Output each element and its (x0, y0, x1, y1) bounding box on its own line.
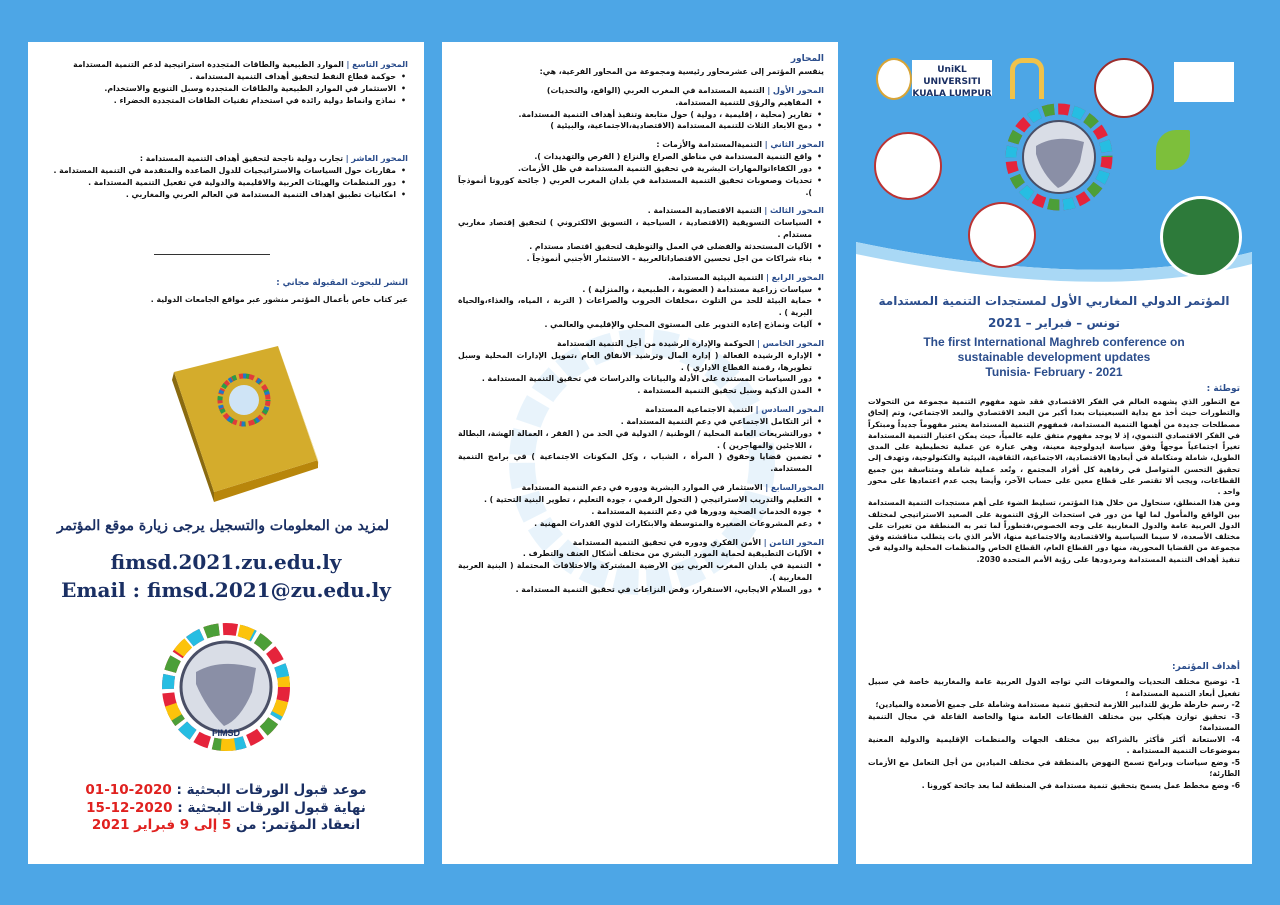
axis-heading-line: المحور الخامس | الحوكمة والإدارة الرشيدة من أجل التنمية المستدامة (556, 337, 824, 348)
axes-title: المحاور (790, 54, 824, 64)
bullet-item: • دعم المشروعات الصغيرة والمتوسطة والابتكارات لذوي القدرات المهنية . (458, 518, 812, 530)
intro-text-2: ومن هذا المنطلق، سنحاول من خلال هذا المؤتمر، تسليط الضوء على أهم مستجدات التنمية المستدامة بين الواقع والمأمول لما لها من دور في استحداث الرؤى التنموية على الصعيد الاستراتيجي لمختلف الدول العربية عامة والدول المغاربية على وجه الخصوص،فتطوراً لما تمر به المنطقة من تغيرات على مختلف الأصعدة، لا سيما السياسية والاقتصادية والاجتماعية منها، الأمر الذي بات يتطلب مناقشته وفق مجموعة من القضايا المحورية، منها دور القطاع العام، القطاع الخاص والمنظمات المحلية والدولية في تنفيذ أهداف التنمية المستدامة ومردودها على رؤية الأمم المتحدة 2030. (868, 498, 1240, 564)
axis-section (458, 84, 824, 132)
axis-heading-line: المحورالسابع | الاستثمار في الموارد البشرية ودوره في دعم التنمية المستدامة (521, 482, 824, 493)
bullet-item: • الآليات المستحدثة والفضلى في العمل والتوظيف لتحقيق اقتصاد مستدام . (458, 241, 812, 253)
unikl-logo: UniKL UNIVERSITI KUALA LUMPUR (912, 60, 992, 96)
left-panel (28, 42, 424, 864)
axis-intro: الأمن الفكري ودوره في تحقيق التنمية المستدامة (572, 537, 762, 547)
bullet-item: • دورالتشريعات العامة المحلية / الوطنية / الدولية في الحد من ( الفقر ، العمالة الهشة، البطالة ، اللاجئين والمهاجرين ) . (458, 428, 812, 452)
bullet-item: • التعليم والتدريب الاستراتيجي ( التحول الرقمي ، جودة التعليم ، تطوير البنية التحتية ) . (458, 494, 812, 506)
bullet-item: • المدن الذكية وسبل تحقيق التنمية المستدامة . (458, 385, 812, 397)
axis-heading: المحور الخامس (762, 337, 824, 348)
bullet-item: • الاستثمار في الموارد الطبيعية والطاقات المتجددة وسبل التنويع والاستخدام. (42, 83, 396, 95)
bullet-item: • دور السياسات المستندة على الأدلة والبيانات والدراسات في تحقيق التنمية المستدامة . (458, 373, 812, 385)
intro-heading: توطئة : (1206, 384, 1240, 394)
axis-heading: المحور الرابع (771, 271, 824, 282)
title-en-1: The first International Maghreb conference on (923, 335, 1185, 349)
axis-items (458, 217, 824, 264)
axis-items (458, 416, 824, 475)
bullet-item: • امكانيات تطبيق اهداف التنمية المستدامة في العالم العربي والمغاربي . (42, 189, 396, 201)
axis-heading-line: المحور السادس | التنمية الاجتماعية المستدامة (645, 404, 824, 415)
bullet-item: • دور السلام الايجابي، الاستقرار، وفض النزاعات في تحقيق التنمية المستدامة . (458, 584, 812, 596)
axis-heading: المحور السادس (761, 404, 824, 415)
bullet-item: • دور المنظمات والهيئات العربية والاقليمية والدولية في تفعيل التنمية المستدامة . (42, 177, 396, 189)
axes-column (458, 54, 824, 596)
axis-heading: المحورالسابع (770, 482, 824, 493)
publish-text: عبر كتاب خاص بأعمال المؤتمر منشور عبر مواقع الجامعات الدولية . (150, 295, 408, 304)
axis-heading-line: المحور الرابع | التنمية البيئية المستدامة. (668, 271, 824, 282)
axis-intro: الحوكمة والإدارة الرشيدة من أجل التنمية المستدامة (556, 338, 755, 348)
intro-text: مع التطور الذي يشهده العالم في الفكر الاقتصادي فقد شهد مفهوم التنمية مجموعة من التحولات والتطورات حيث أخذ مع بداية السبعينيات بعدا أكبر من البعد الاقتصادي والبعد الاجتماعي، وتم إلحاق مصطلحات جديدة من أهمها التنمية المستدامة، فمفهوم التنمية المستدامة يعتبر مفهوماً جديداً ومبتكراً في الفكر الاقتصادي التنموي، إذ لا يوجد مفهوم متفق عليه عالمياً، حيث يمكن اعتبار التنمية المستدامة تغيراً اجتماعياً موجهاً وفق سياسة ايدولوجية معينة، وهي عبارة عن عملية تخطيطية على المدى الطويل، شاملة ومتكاملة في أبعادها الاقتصادية، الاجتماعية، الثقافية، البيئية والتكنولوجية، وتهدف إلى تحقيق التحسن المتواصل في رفاهية كل أفراد المجتمع ، وتُعد عملية شاملة ومتناسقة بين جميع القطاعات، ويجب ألا تقتصر على قطاع معين على حساب الآخر، وأيضا يجب عدم اعتمادها على محور واحد . (868, 397, 1240, 496)
date-row-1: موعد قبول الورقات البحثية : 2020-10-01 (85, 782, 367, 798)
intro-section (868, 384, 1240, 565)
economics-faculty-logo (1174, 62, 1234, 102)
bullet-item: • حماية البيئة للحد من التلوث ،مخلفات الحروب والصراعات ( التربة ، المياه، والغذاء،والحياة البرية ) . (458, 295, 812, 319)
bullet-item: • تضمين قضايا وحقوق ( المرأة ، الشباب ، وكل المكونات الاجتماعية ) في برامج التنمية المستدامة. (458, 451, 812, 475)
bullet-item: • دمج الابعاد الثلاث للتنمية المستدامة (الاقتصادية،الاجتماعية، والبيئية ) (458, 120, 812, 132)
email-link[interactable]: Email : fimsd.2021@zu.edu.ly (61, 578, 391, 602)
fimsd-logo (160, 622, 292, 752)
axis-heading-line: المحور الثاني | التنميةالمستدامة والأزمات : (656, 139, 824, 150)
axis-heading: المحور الثالث (769, 205, 824, 216)
bullet-item: • السياسات التسويقية (الاقتصادية ، السياحية ، التسويق الالكتروني ) لتحقيق إقتصاد مغاربي مستدام . (458, 217, 812, 241)
algeria-logo (1160, 196, 1242, 278)
axis-items (458, 350, 824, 397)
axis-heading-line: المحور الثامن | الأمن الفكري ودوره في تحقيق التنمية المستدامة (572, 536, 824, 547)
bullet-item: • بناء شراكات من اجل تحسين الاقتصاداتالعربية - الاستثمار الأجنبي أنموذجاً . (458, 253, 812, 265)
axis-heading-line: المحور الأول | التنمية المستدامة في المغرب العربي (الواقع، والتحديات) (546, 84, 824, 95)
axis-intro: التنميةالمستدامة والأزمات : (656, 140, 763, 150)
goals-section (868, 662, 1240, 791)
goal-item: 6- وضع مخطط عمل يسمح بتحقيق تنمية مستدامة في المنطقة لما بعد جائحة كورونا . (921, 780, 1240, 790)
date-row-3: انعقاد المؤتمر: من 5 إلى 9 فبراير 2021 (91, 817, 361, 834)
axis-heading: المحور الأول (772, 84, 824, 95)
axis-intro: الاستثمار في الموارد البشرية ودوره في دعم التنمية المستدامة (521, 483, 763, 493)
axis-items (458, 494, 824, 530)
goal-item: 1- توضيح مختلف التحديات والمعوقات التي تواجه الدول العربية عامة والمغاربية خاصة في سبيل تفعيل أبعاد التنمية المستدامة ؛ (868, 677, 1240, 698)
goal-item: 4- الاستعانة أكثر فأكثر بالشراكة بين مختلف الجهات والمنظمات الإقليمية والدولية المعنية بموضوعات التنمية المستدامة . (868, 734, 1240, 756)
axis-section (458, 138, 824, 198)
publish-heading: النشر للبحوث المقبولة مجاني : (276, 278, 408, 288)
axis-heading-line: المحور الثالث | التنمية الاقتصادية المستدامة . (647, 205, 824, 216)
bullet-item: • التنمية في بلدان المغرب العربي بين الارضية المشتركة والاختلافات المحتملة ( البنية العربية المغاربية ). (458, 560, 812, 584)
bullet-item: • الإدارة الرشيدة الفعالة ( إدارة المال وترشيد الانفاق العام ،تمويل الإدارات المحلية وسبل تطويرها، رقمنة القطاع الاداري ) . (458, 350, 812, 374)
bullet-item: • آليات ونماذج إعادة التدوير على المستوى المحلي والإقليمي والعالمي . (458, 319, 812, 331)
axis-heading: المحور الثامن (769, 536, 824, 547)
axis-items (458, 97, 824, 133)
axes-list (458, 84, 824, 596)
divider (154, 254, 270, 255)
bullet-item: • مقاربات حول السياسات والاستراتيجيات للدول الصاعدة والمتقدمة في التنمية المستدامة . (42, 165, 396, 177)
axis-9: المحور التاسع | الموارد الطبيعية والطاقات المتجددة استراتيجية لدعم التنمية المستدامة • حوكمة قطاع النفط لتحقيق أهداف التنمية المستدامة . • الاستثمار في الموارد الطبيعية والطاقات المتجددة وسبل التنويع والاستخدام. • نماذج وانماط دولية رائدة في استخدام تقنيات الطاقات المتجددة الخضراء . (42, 58, 408, 106)
axis-heading: المحور الثاني (770, 139, 824, 150)
bullet-item: • سياسات زراعية مستدامة ( العضوية ، الطبيعية ، والمنزلية ) . (458, 284, 812, 296)
middle-panel (442, 42, 838, 864)
axis-section (458, 204, 824, 264)
fimsd-logo-text: FIMSD (212, 728, 240, 738)
ngo-logo-left (874, 132, 942, 200)
dates-block (48, 782, 404, 835)
axis-10-list (42, 165, 408, 201)
university-seal-logo (876, 58, 912, 100)
website-link[interactable]: fimsd.2021.zu.edu.ly (110, 550, 342, 574)
axis-items (458, 284, 824, 331)
bullet-item: • واقع التنمية المستدامة في مناطق الصراع والنزاع ( الفرص والتهديدات ). (458, 151, 812, 163)
right-panel (856, 42, 1252, 864)
axis-section (458, 536, 824, 596)
more-info: لمزيد من المعلومات والتسجيل يرجى زيارة موقع المؤتمر (57, 518, 389, 534)
bullet-item: • جودة الخدمات الصحية ودورها في دعم التنمية المستدامة . (458, 506, 812, 518)
axis-intro: التنمية المستدامة في المغرب العربي (الواقع، والتحديات) (546, 85, 765, 95)
axes-intro: ينقسم المؤتمر إلى عشرمحاور رئيسية ومجموعة من المحاور الفرعية، هي: (539, 67, 824, 76)
book-illustration (168, 342, 328, 504)
title-ar: المؤتمر الدولي المغاربي الأول لمستجدات التنمية المستدامة (878, 294, 1230, 308)
goal-item: 3- تحقيق توازن هيكلي بين مختلف القطاعات العامة منها والخاصة الفاعلة في مجال التنمية المستدامة؛ (868, 711, 1240, 733)
axis-10-intro: تجارب دولية ناجحة لتحقيق أهداف التنمية المستدامة : (139, 154, 343, 163)
bullet-item: • حوكمة قطاع النفط لتحقيق أهداف التنمية المستدامة . (42, 71, 396, 83)
axis-9-list (42, 71, 408, 107)
date-row-2: نهاية قبول الورقات البحثية : 2020-12-15 (86, 799, 366, 816)
arch-logo (1010, 58, 1044, 99)
goals-heading: أهداف المؤتمر: (1172, 662, 1240, 672)
axis-9-heading: المحور التاسع (352, 59, 408, 69)
axis-intro: التنمية الاجتماعية المستدامة (645, 405, 753, 415)
axis-10: المحور العاشر | تجارب دولية ناجحة لتحقيق أهداف التنمية المستدامة : • مقاربات حول السياسات والاستراتيجيات للدول الصاعدة والمتقدمة في التنمية المستدامة . • دور المنظمات والهيئات العربية والاقليمية والدولية في تفعيل التنمية المستدامة . • امكانيات تطبيق اهداف التنمية المستدامة في العالم العربي والمغاربي . (42, 152, 408, 200)
axis-section (458, 403, 824, 475)
goal-item: 2- رسم خارطة طريق للتدابير اللازمة لتحقيق تنمية مستدامة وشاملة على جميع الأصعدة والميادين؛ (875, 700, 1240, 710)
bullet-item: • تحديات وصعوبات تحقيق التنمية المستدامة في بلدان المغرب العربي ( جائحة كورونا أنموذجاً ). (458, 175, 812, 199)
axis-9-intro: الموارد الطبيعية والطاقات المتجددة استراتيجية لدعم التنمية المستدامة (73, 60, 344, 69)
fimsd-header-logo (1004, 102, 1114, 212)
goal-item: 5- وضع سياسات وبرامج تسمح النهوض بالمنطقة في مختلف الميادين من أجل التعامل مع الأزمات الطارئة؛ (868, 757, 1240, 779)
axis-intro: التنمية الاقتصادية المستدامة . (647, 206, 762, 216)
bullet-item: • تقارير (محلية ، إقليمية ، دولية ) حول متابعة وتنفيذ أهداف التنمية المستدامة. (458, 109, 812, 121)
ngo-logo-center (968, 202, 1036, 268)
axis-section (458, 271, 824, 331)
bullet-item: • نماذج وانماط دولية رائدة في استخدام تقنيات الطاقات المتجددة الخضراء . (42, 95, 396, 107)
axis-10-heading: المحور العاشر (351, 153, 408, 163)
bullet-item: • أثر التكامل الاجتماعي في دعم التنمية المستدامة . (458, 416, 812, 428)
axis-section (458, 481, 824, 529)
bullet-item: • دور الكفاءاتوالمهارات البشرية في تحقيق التنمية المستدامة في ظل الأزمات. (458, 163, 812, 175)
bullet-item: • المفاهيم والرؤى للتنمية المستدامة. (458, 97, 812, 109)
axis-items (458, 548, 824, 595)
publish-section (42, 278, 408, 306)
bullet-item: • الآليات التطبيقية لحماية المورد البشري من مختلف أشكال العنف والتطرف . (458, 548, 812, 560)
title-en-2: sustainable development updates (957, 350, 1151, 364)
title-en-3: Tunisia- February - 2021 (985, 365, 1123, 379)
subtitle-ar: تونس – فبراير – 2021 (988, 316, 1120, 330)
axis-intro: التنمية البيئية المستدامة. (668, 272, 764, 282)
axis-items (458, 151, 824, 198)
axis-section (458, 337, 824, 397)
goals-list (868, 676, 1240, 791)
